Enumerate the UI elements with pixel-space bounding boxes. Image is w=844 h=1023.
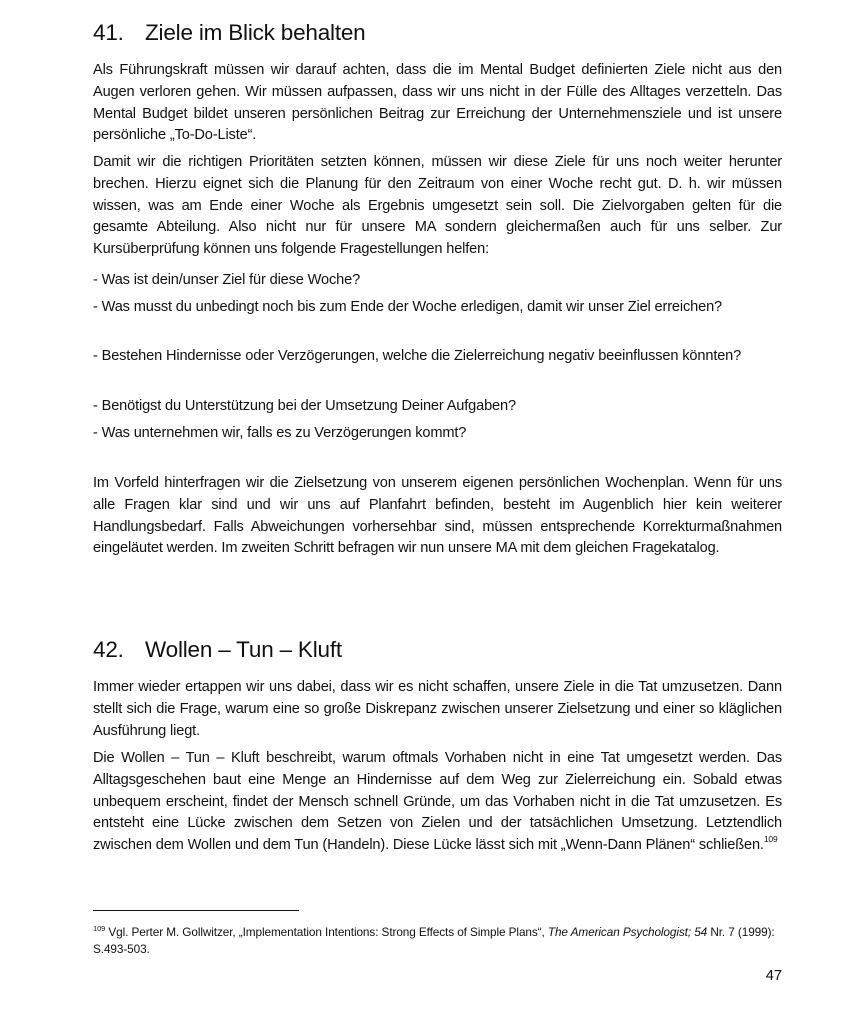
paragraph: Als Führungskraft müssen wir darauf achten, dass die im Mental Budget definierten Ziele nicht aus den Augen verloren gehen. Wir müssen aufpassen, dass wir uns nicht in der Fülle des Alltages verzetteln. Das Mental Budget bildet unseren persönlichen Beitrag zur Erreichung der Unternehmensziele und ist unsere persönliche „To-Do-Liste“. bbox=[93, 62, 782, 144]
footnote-marker: 109 bbox=[93, 924, 106, 933]
section-title: Ziele im Blick behalten bbox=[145, 20, 366, 45]
footnote-separator bbox=[93, 910, 299, 911]
section-heading-42 bbox=[93, 637, 342, 663]
footnote-text: Vgl. Perter M. Gollwitzer, „Implementation Intentions: Strong Effects of Simple Plans“, bbox=[105, 925, 548, 939]
footnote bbox=[93, 925, 782, 956]
paragraph: Im Vorfeld hinterfragen wir die Zielsetzung von unserem eigenen persönlichen Wochenplan. Wenn für uns alle Fragen klar sind und wir uns auf Planfahrt befinden, besteht im Augenblich hier kein weiterer Handlungsbedarf. Falls Abweichungen vorhersehbar sind, müssen entsprechende Korrekturmaßnahmen eingeläutet werden. Im zweiten Schritt befragen wir nun unsere MA mit dem gleichen Fragekatalog. bbox=[93, 475, 782, 557]
paragraph: Immer wieder ertappen wir uns dabei, dass wir es nicht schaffen, unsere Ziele in die Tat umzusetzen. Dann stellt sich die Frage, warum eine so große Diskrepanz zwischen unserer Zielsetzung und einer so kläglichen Ausführung liegt. bbox=[93, 679, 782, 739]
question-item: - Was ist dein/unser Ziel für diese Woche? bbox=[93, 272, 361, 288]
question-item: - Benötigst du Unterstützung bei der Umsetzung Deiner Aufgaben? bbox=[93, 398, 516, 414]
paragraph-text: Die Wollen – Tun – Kluft beschreibt, warum oftmals Vorhaben nicht in eine Tat umgesetzt werden. Das Alltagsgeschehen baut eine Menge an Hindernisse auf dem Weg zur Zielerreichung ein. Sobald etwas unbequem erscheint, findet der Mensch schnell Gründe, um das Vorhaben nicht in die Tat umzusetzen. Es entsteht eine Lücke zwischen dem Setzen von Zielen und der tatsächlichen Umsetzung. Letztendlich zwischen dem Wollen und dem Tun (Handeln). Diese Lücke lässt sich mit „Wenn-Dann Plänen“ schließen. bbox=[93, 750, 782, 854]
question-item: - Was unternehmen wir, falls es zu Verzögerungen kommt? bbox=[93, 425, 467, 441]
question-item: - Was musst du unbedingt noch bis zum Ende der Woche erledigen, damit wir unser Ziel erreichen? bbox=[93, 299, 723, 315]
section-title: Wollen – Tun – Kluft bbox=[145, 637, 342, 662]
question-item: - Bestehen Hindernisse oder Verzögerungen, welche die Zielerreichung negativ beeinflussen könnten? bbox=[93, 348, 742, 364]
paragraph bbox=[93, 748, 782, 858]
footnote-journal: The American Psychologist; 54 bbox=[547, 925, 708, 939]
footnote-reference[interactable]: 109 bbox=[763, 834, 778, 845]
section-heading-41 bbox=[93, 20, 366, 46]
paragraph: Damit wir die richtigen Prioritäten setzten können, müssen wir diese Ziele für uns noch weiter herunter brechen. Hierzu eignet sich die Planung für den Zeitraum von einer Woche recht gut. D. h. wir müssen wissen, was am Ende einer Woche als Ergebnis umgesetzt sein soll. Die Zielvorgaben gelten für die gesamte Abteilung. Also nicht nur für unsere MA sondern gleichermaßen auch für uns selber. Zur Kursüberprüfung können uns folgende Fragestellungen helfen: bbox=[93, 154, 782, 258]
page-number: 47 bbox=[765, 968, 782, 984]
footnote-text-end: Nr. 7 (1999): S.493-503. bbox=[93, 925, 775, 956]
section-number: 42. bbox=[93, 637, 124, 662]
section-number: 41. bbox=[93, 20, 124, 45]
